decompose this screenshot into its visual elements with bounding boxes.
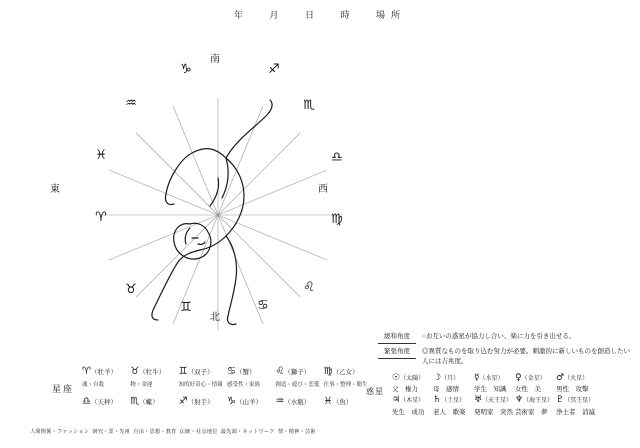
mercury-icon: ☿ xyxy=(474,373,480,383)
planet-mercury-name: （水星） xyxy=(479,376,504,382)
header-field-month: 月 xyxy=(269,10,285,20)
angles-legend xyxy=(378,332,633,369)
taurus-icon: ♉ xyxy=(130,366,140,377)
libra-icon: ♎ xyxy=(82,396,91,407)
planet-mars-keywords: 男性 攻撃 xyxy=(556,386,589,394)
zodiac-gemini-keyword: 知的好奇心・情報 xyxy=(178,382,223,388)
zodiac-cancer-keyword: 感受性・家族 xyxy=(226,382,260,388)
zodiac-sagittarius-keyword: 自由・思想・教育 xyxy=(133,429,177,435)
planet-pluto xyxy=(556,394,595,407)
capricorn-icon: ♑ xyxy=(226,396,236,407)
zodiac-aquarius-keyword: 最先端・ネットワーク xyxy=(220,429,275,435)
sagittarius-icon: ♐ xyxy=(178,396,188,407)
zodiac-virgo-name: （乙女） xyxy=(332,369,359,376)
chart-sign-pisces: ♓ xyxy=(95,148,107,163)
zodiac-libra xyxy=(82,394,128,409)
planet-moon-name: （月） xyxy=(441,376,460,382)
planet-uranus-name: （天王星） xyxy=(482,398,513,405)
chart-sign-sagittarius: ♐ xyxy=(268,62,280,77)
planet-row2-keywords-3: 発明家 突然 xyxy=(474,408,513,416)
planet-sun-keywords: 父 権力 xyxy=(392,386,418,394)
virgo-icon: ♍ xyxy=(323,366,333,377)
direction-label-south: 南 xyxy=(210,54,220,65)
zodiac-virgo xyxy=(324,364,370,379)
direction-label-west: 西 xyxy=(318,184,328,195)
direction-label-north: 北 xyxy=(210,312,220,323)
zodiac-pisces-name: （魚） xyxy=(332,399,353,406)
zodiac-libra-keyword: 人間関係・ファッション xyxy=(30,429,90,435)
header-field-place: 場所 xyxy=(376,10,407,20)
planet-jupiter-name: （木星） xyxy=(400,398,425,405)
zodiac-aries-name: （牡羊） xyxy=(90,369,117,376)
planet-pluto-name: （冥王星） xyxy=(564,398,595,405)
planet-row2-keywords-5: 浄土者 消滅 xyxy=(556,408,595,416)
aquarius-icon: ♒ xyxy=(275,396,285,407)
zodiac-aquarius-name: （水瓶） xyxy=(284,399,311,406)
zodiac-legend xyxy=(30,364,370,435)
planet-neptune-name: （海王星） xyxy=(523,398,554,405)
chart-sign-scorpio: ♏ xyxy=(303,98,315,113)
zodiac-cancer-name: （蟹） xyxy=(235,369,256,376)
zodiac-leo xyxy=(275,364,321,379)
zodiac-taurus-name: （牡牛） xyxy=(139,369,166,376)
direction-label-east: 東 xyxy=(50,184,60,195)
scorpio-icon: ♏ xyxy=(130,396,140,407)
leo-icon: ♌ xyxy=(275,366,285,377)
planet-mercury xyxy=(474,372,513,385)
zodiac-taurus-keyword: 物・金運 xyxy=(130,382,153,388)
zodiac-cancer xyxy=(227,364,273,379)
planet-row2-keywords-4: 芸術家 夢 xyxy=(515,408,548,416)
planets-title: 惑星 xyxy=(366,387,384,396)
zodiac-scorpio-name: （蠍） xyxy=(139,399,159,406)
chart-sign-libra: ♎ xyxy=(331,150,343,165)
neptune-icon: ♆ xyxy=(515,395,524,406)
planets-legend xyxy=(366,372,636,417)
zodiac-pisces-keyword: 情・精神・芸術 xyxy=(277,429,316,435)
planet-row2-keywords-1: 先生 成功 xyxy=(392,408,425,416)
planet-row2-keywords-2: 老人 歌楽 xyxy=(433,408,466,416)
uranus-icon: ♅ xyxy=(474,395,483,406)
zodiac-capricorn xyxy=(227,394,273,409)
zodiac-scorpio xyxy=(130,394,176,409)
planet-moon-keywords: 母 感情 xyxy=(433,386,459,394)
zodiac-row-2-keywords xyxy=(30,428,370,435)
chart-sign-gemini: ♊ xyxy=(180,300,192,315)
jupiter-icon: ♃ xyxy=(392,395,401,406)
saturn-icon: ♄ xyxy=(433,395,442,406)
zodiac-row-2 xyxy=(82,394,370,409)
angle-value-hard: ◎異質なものを取り込む努力が必要。刺激的に新しいものを創造したい人には吉兆度。 xyxy=(422,347,630,365)
chart-sign-virgo: ♍ xyxy=(331,212,343,227)
zodiac-pisces xyxy=(324,394,370,409)
zodiac-taurus xyxy=(130,364,176,379)
zodiac-libra-name: （天秤） xyxy=(90,399,117,406)
zodiac-scorpio-keyword: 研究・霊・先祖 xyxy=(92,429,131,435)
chart-sign-taurus: ♉ xyxy=(125,282,137,297)
header-field-hour: 時 xyxy=(340,10,356,20)
pluto-icon: ♇ xyxy=(556,395,565,406)
chart-sign-aquarius: ♒ xyxy=(125,96,137,111)
chart-sign-leo: ♌ xyxy=(303,280,315,295)
zodiac-title: 星座 xyxy=(52,384,75,394)
header-fields xyxy=(0,8,640,21)
planet-sun-name: （太陽） xyxy=(400,376,425,382)
chart-sign-cancer: ♋ xyxy=(257,298,269,313)
zodiac-aries-keyword: 魂・自我 xyxy=(82,382,105,388)
planet-mars-name: （火星） xyxy=(564,376,589,382)
pisces-icon: ♓ xyxy=(323,396,333,407)
planet-saturn xyxy=(433,394,472,407)
chart-sign-aries: ♈ xyxy=(95,210,107,225)
zodiac-row-1-keywords xyxy=(82,380,370,388)
planet-spacer-4 xyxy=(597,408,636,417)
zodiac-aquarius xyxy=(275,394,321,409)
angle-key-soft: 緩和角度 xyxy=(378,332,416,344)
planet-mercury-keywords: 学生 知識 xyxy=(474,386,507,394)
planet-mars xyxy=(556,372,595,385)
chart-sign-capricorn: ♑ xyxy=(180,62,192,77)
planet-uranus xyxy=(474,394,513,407)
planet-spacer-1 xyxy=(597,372,636,385)
planet-spacer-3 xyxy=(597,394,636,407)
planet-spacer-2 xyxy=(597,385,636,394)
zodiac-capricorn-keyword: 伝統・社会地位 xyxy=(179,429,218,435)
sun-icon: ☉ xyxy=(392,373,401,383)
zodiac-leo-keyword: 創造・遊び・恋愛 xyxy=(275,382,320,388)
zodiac-virgo-keyword: 仕事・整理・衛生 xyxy=(323,382,368,388)
zodiac-gemini xyxy=(179,364,225,379)
zodiac-sagittarius-name: （射手） xyxy=(187,399,214,406)
zodiac-row-1 xyxy=(82,364,370,379)
venus-icon: ♀ xyxy=(515,373,522,383)
angle-value-soft: ○お互いの惑星が協力し合い、楽に力を引き出せる。 xyxy=(422,333,576,340)
zodiac-aries xyxy=(82,364,128,379)
header-field-year: 年 xyxy=(233,10,249,20)
zodiac-sagittarius xyxy=(179,394,225,409)
aries-icon: ♈ xyxy=(82,366,91,377)
planet-moon xyxy=(433,372,472,385)
zodiac-leo-name: （獅子） xyxy=(284,369,311,376)
planet-neptune xyxy=(515,394,554,407)
planet-venus-keywords: 女性 美 xyxy=(515,386,541,394)
planet-jupiter xyxy=(392,394,431,407)
zodiac-capricorn-name: （山羊） xyxy=(235,399,262,406)
planet-saturn-name: （土星） xyxy=(441,398,466,405)
planets-grid xyxy=(392,372,636,417)
mars-icon: ♂ xyxy=(556,373,565,383)
zodiac-gemini-name: （双子） xyxy=(187,369,214,376)
cancer-icon: ♋ xyxy=(226,366,236,377)
planet-venus-name: （金星） xyxy=(521,376,546,382)
header-field-day: 日 xyxy=(304,10,320,20)
moon-icon: ☽ xyxy=(433,373,442,383)
angle-key-hard: 緊張角度 xyxy=(378,347,416,359)
angle-row-soft xyxy=(378,332,633,344)
planet-sun xyxy=(392,372,431,385)
astrology-chart xyxy=(40,40,360,330)
gemini-icon: ♊ xyxy=(178,366,188,377)
planet-venus xyxy=(515,372,554,385)
angle-row-hard xyxy=(378,347,633,367)
